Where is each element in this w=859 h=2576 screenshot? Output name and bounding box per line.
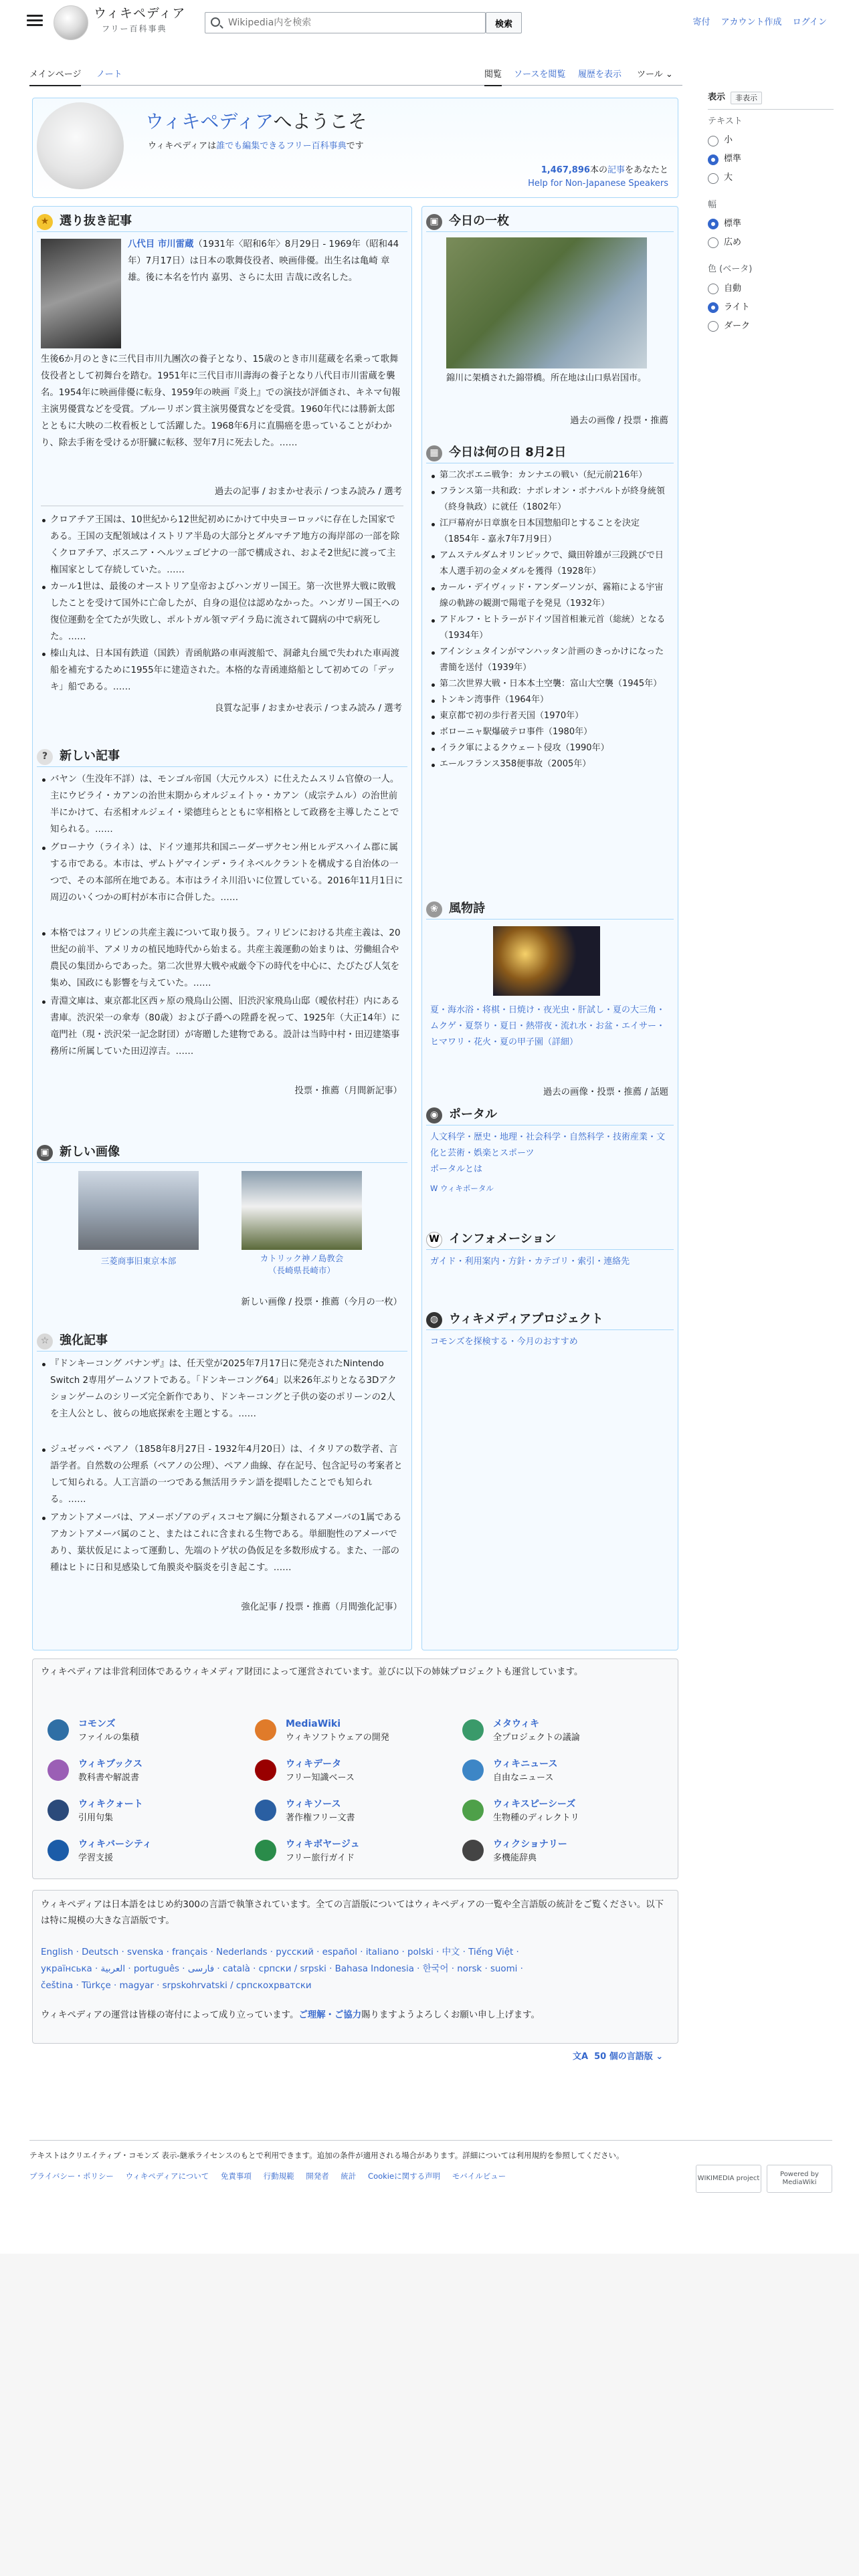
good-footer[interactable]: 強化記事 / 投票・推薦（月間強化記事） <box>241 1602 402 1612</box>
star-outline-icon: ☆ <box>37 1333 53 1350</box>
new-images-title: 新しい画像 <box>60 1145 120 1160</box>
project-wikiquote[interactable]: ウィキクォート 引用句集 <box>38 1793 239 1830</box>
new-articles-section <box>33 747 411 1099</box>
featured-article-section <box>33 212 411 717</box>
portal-section <box>422 1105 678 1196</box>
mediawiki-icon <box>255 1719 276 1741</box>
chevron-down-icon: ⌄ <box>656 2052 664 2062</box>
portal-links[interactable]: 人文科学・歴史・地理・社会科学・自然科学・技術産業・文化と芸術・娯楽とスポーツ <box>430 1132 666 1158</box>
featured-body: 生後6か月のときに三代目市川九團次の養子となり、15歳のとき市川莚蔵を名乗って歌舞伎役者として初舞台を踏む。1951年に三代目市川壽海の養子となり八代目市川雷蔵を襲名。1954年に映画俳優に転身、1959年の映画『炎上』での演技が評価され、キネマ旬報主演男優賞などを受賞。ブルーリボン賞主演男優賞などを受賞。1960年代には勝新太郎とともに大映の二枚看板として活躍した。1968年6月に直腸癌を患っていることがわかり、除去手術を受けるが肝臓に転移、翌年7月に死去した。…… <box>41 354 401 448</box>
about-link[interactable]: ウィキペディアについて <box>125 2171 209 2181</box>
good-title: 強化記事 <box>60 1333 108 1348</box>
languages-button[interactable]: 文A 50 個の言語版 ⌄ <box>573 2052 664 2062</box>
enhanced-articles-list <box>41 1356 403 1595</box>
appearance-panel <box>708 91 834 336</box>
text-size-small[interactable]: 小 <box>708 132 834 150</box>
enhanced-articles-section <box>33 1331 411 1616</box>
portal-icon: ◉ <box>426 1107 442 1123</box>
menu-icon[interactable] <box>27 12 43 28</box>
color-label: 色 (ベータ) <box>708 264 753 275</box>
text-size-standard[interactable]: 標準 <box>708 150 834 169</box>
new-articles-list <box>41 771 403 1079</box>
search-box[interactable] <box>205 12 486 33</box>
projects-intro: ウィキペディアは非営利団体であるウィキメディア財団によって運営されています。並びに以下の姉妹プロジェクトも運営しています。 <box>41 1667 583 1677</box>
picture-footer[interactable]: 過去の画像 / 投票・推薦 <box>570 416 668 426</box>
wikisource-icon <box>255 1800 276 1821</box>
list-item: 『ドンキーコング バナンザ』は、任天堂が2025年7月17日に発売されたNintendo Switch 2専用ゲームソフトである。「ドンキーコング64」以来26年ぶりとなる3Dアクションゲームのシリーズ完全新作であり、ドンキーコングと子供の姿のポリーンの2人を主人公とし、彼らの地底探索を主題とする。…… <box>41 1356 403 1441</box>
login-link[interactable]: ログイン <box>792 17 827 27</box>
list-item: エールフランス358便事故（2005年） <box>430 756 670 772</box>
featured-title: 選り抜き記事 <box>60 214 132 229</box>
season-links[interactable]: 夏・海水浴・将棋・日焼け・夜光虫・肝試し・夏の大三角・ムクゲ・夏祭り・夏日・熱帯夜・流れ水・お盆・エイサー・ヒマワリ・花火・夏の甲子園（詳細） <box>430 1005 666 1047</box>
featured-lead: （1931年〈昭和6年〉8月29日 - 1969年（昭和44年）7月17日）は日本の歌舞伎役者、映画俳優。出生名は亀崎 章雄。後に本名を竹内 嘉男、さらに太田 吉哉に改名した。 <box>128 239 399 283</box>
appearance-title: 表示 <box>708 92 726 102</box>
left-column <box>32 206 412 1650</box>
image-icon: ▣ <box>37 1145 53 1161</box>
donate-cooperation-link[interactable]: ご理解・ご協力 <box>298 2010 362 2020</box>
header <box>0 0 859 44</box>
mitsubishi-building-image[interactable] <box>78 1171 199 1250</box>
help-non-japanese-link[interactable]: Help for Non-Japanese Speakers <box>528 179 668 189</box>
language-list[interactable]: English · Deutsch · svenska · français · Nederlands · русский · español · italiano · polski · 中文 · Tiếng Việt · українська · العربية · português · فارسی · català · српски / srpski · Bahasa Indonesia · 한국어 · norsk · suomi · čeština · Türkçe · magyar · srpskohrvatski / српскохрватски <box>41 1947 523 1991</box>
powered-by-mediawiki-badge[interactable]: Powered by MediaWiki <box>767 2165 832 2193</box>
search-button[interactable]: 検索 <box>486 12 522 33</box>
featured-link[interactable]: 八代目 市川雷蔵 <box>128 239 194 249</box>
commons-icon <box>47 1719 69 1741</box>
wikiversity-icon <box>47 1840 69 1861</box>
project-wikispecies[interactable]: ウィキスピーシーズ 生物種のディレクトリ <box>453 1793 654 1830</box>
wikivoyage-icon <box>255 1840 276 1861</box>
picture-title: 今日の一枚 <box>449 214 509 229</box>
chevron-down-icon: ⌄ <box>665 70 673 80</box>
list-item: アカントアメーバは、アメーボゾアのディスコセア綱に分類されるアメーバの1属であるアカントアメーバ属のこと、またはこれに含まれる生物である。単細胞性のアメーバであり、葉状仮足によって運動し、先端のトゲ状の偽仮足を多数形成する。また、一部の種はヒトに日和見感染して角膜炎や脳炎を引き起こす。…… <box>41 1509 403 1595</box>
wikipedia-link[interactable]: ウィキペディア <box>145 110 274 132</box>
season-title: 風物詩 <box>449 901 485 916</box>
portal-about-link[interactable]: ポータルとは <box>430 1164 483 1174</box>
list-item: 東京都で初の歩行者天国（1970年） <box>430 708 670 724</box>
tab-main-page[interactable]: メインページ <box>29 68 81 86</box>
featured-footer-links[interactable]: 過去の記事 / おまかせ表示 / つまみ読み / 選考 <box>214 487 402 497</box>
translate-icon: 文A <box>573 2052 589 2062</box>
code-of-conduct-link[interactable]: 行動規範 <box>263 2171 294 2181</box>
search-icon <box>211 17 220 27</box>
page-tabs <box>29 64 682 86</box>
picture-of-day-section <box>422 212 678 433</box>
width-standard[interactable]: 標準 <box>708 215 834 233</box>
width-wide[interactable]: 広め <box>708 233 834 252</box>
wmproject-title: ウィキメディアプロジェクト <box>449 1312 603 1327</box>
cookie-statement-link[interactable]: Cookieに関する声明 <box>368 2171 441 2181</box>
portrait-image[interactable] <box>41 239 121 348</box>
new-images-footer[interactable]: 新しい画像 / 投票・推薦（今月の一枚） <box>241 1297 402 1307</box>
new-images-section <box>33 1143 411 1317</box>
wikimedia-projects-section <box>422 1310 678 1350</box>
free-encyclopedia-link[interactable]: 誰でも編集できるフリー百科事典 <box>216 141 347 151</box>
tab-talk[interactable]: ノート <box>96 70 122 80</box>
on-this-day-section <box>422 443 678 772</box>
sister-projects <box>32 1658 678 1879</box>
page-bottom-area <box>0 2254 859 2576</box>
season-icon: ❀ <box>426 901 442 918</box>
license-text: テキストはクリエイティブ・コモンズ 表示-継承ライセンスのもとで利用できます。追加の条件が適用される場合があります。詳細については利用規約を参照してください。 <box>29 2151 624 2160</box>
fireworks-image[interactable] <box>493 926 600 996</box>
tools-label: ツール <box>637 70 663 80</box>
picture-caption: 錦川に架橋された錦帯橋。所在地は山口県岩国市。 <box>446 373 647 383</box>
text-size-label: テキスト <box>708 116 743 126</box>
developers-link[interactable]: 開発者 <box>306 2171 329 2181</box>
width-label: 幅 <box>708 199 717 210</box>
list-item: アインシュタインがマンハッタン計画のきっかけになった書簡を送付（1939年） <box>430 644 670 676</box>
list-item: アドルフ・ヒトラーがドイツ国首相兼元首（総統）となる（1934年） <box>430 612 670 644</box>
w-icon: W <box>430 1184 438 1193</box>
disclaimer-link[interactable]: 免責事項 <box>220 2171 252 2181</box>
list-item: 青淵文庫は、東京都北区西ヶ原の飛鳥山公園、旧渋沢家飛鳥山邸（曖依村荘）内にある書庫。渋沢栄一の傘寿（80歳）および子爵への陞爵を祝って、1925年（大正14年）に竜門社（現・渋沢栄一記念財団）が寄贈した建物である。設計は当時中村・田辺建築事務所に所属していた田辺淳吉。…… <box>41 993 403 1079</box>
list-item: 江戸幕府が日章旗を日本国惣船印とすることを決定（1854年 - 嘉永7年7月9日） <box>430 516 670 548</box>
list-item: イラク軍によるクウェート侵攻（1990年） <box>430 740 670 756</box>
news-title: 新しい記事 <box>60 749 120 764</box>
right-column <box>421 206 678 1650</box>
tab-read[interactable]: 閲覧 <box>484 68 502 86</box>
project-wikisource[interactable]: ウィキソース 著作権フリー文書 <box>246 1793 446 1830</box>
project-commons[interactable]: コモンズ ファイルの集積 <box>38 1713 239 1750</box>
w-logo-icon: W <box>426 1232 442 1248</box>
image-caption[interactable]: 三菱商事旧東京本部 <box>100 1256 177 1266</box>
on-this-day-list <box>430 467 670 772</box>
hide-button[interactable]: 非表示 <box>731 92 762 105</box>
wikinews-icon <box>462 1759 484 1781</box>
good-articles-footer[interactable]: 良質な記事 / おまかせ表示 / つまみ読み / 選考 <box>214 704 402 714</box>
project-wiktionary[interactable]: ウィクショナリー 多機能辞典 <box>453 1833 654 1870</box>
wikimedia-project-badge[interactable]: WIKIMEDIA project <box>696 2165 761 2193</box>
welcome-subtitle: ウィキペディアは誰でも編集できるフリー百科事典です <box>148 141 364 151</box>
news-footer[interactable]: 投票・推薦（月間新記事） <box>294 1086 402 1096</box>
footer <box>29 2140 832 2186</box>
list-item: バヤン（生没年不詳）は、モンゴル帝国（大元ウルス）に仕えたムスリム官僚の一人。主にウビライ・カアンの治世末期からオルジェイトゥ・カアン（成宗テムル）の治世前半にかけて、右丞相オルジェイ・梁德珪らとともに宰相格として政務を主導したことで知られる。…… <box>41 771 403 839</box>
question-icon: ? <box>37 749 53 765</box>
information-section <box>422 1230 678 1270</box>
portal-title: ポータル <box>449 1107 497 1122</box>
project-wikinews[interactable]: ウィキニュース 自由なニュース <box>453 1753 654 1790</box>
list-item: クロアチア王国は、10世紀から12世紀初めにかけて中央ヨーロッパに存在した国家である。王国の支配領域はイストリア半島の大部分とダルマチア地方の海岸部の一部を除くクロアチア、ボスニア・ヘルツェゴビナの一部で構成され、およそ2世紀に渡って主権国家として存続していた。…… <box>41 512 403 578</box>
list-item: アムステルダムオリンピックで、織田幹雄が三段跳びで日本人選手初の金メダルを獲得（1928年） <box>430 548 670 580</box>
wikipedia-globe-logo[interactable] <box>54 5 88 40</box>
season-footer[interactable]: 過去の画像・投票・推薦 / 話題 <box>543 1087 668 1097</box>
mobile-view-link[interactable]: モバイルビュー <box>452 2171 506 2181</box>
stats-link[interactable]: 統計 <box>341 2171 357 2181</box>
tab-view-source[interactable]: ソースを閲覧 <box>514 70 566 80</box>
articles-link[interactable]: 記事 <box>607 165 625 175</box>
kintai-bridge-image[interactable] <box>446 237 647 368</box>
list-item: 本格ではフィリピンの共産主義について取り扱う。フィリピンにおける共産主義は、20世紀の前半、アメリカの植民地時代から始まる。共産主義運動の始まりは、労働組合や農民の集団からであった。第二次世界大戦や戒厳令下の時代を中心に、たびたび人気を集め、国政にも影響を与えていた。…… <box>41 925 403 993</box>
wikibooks-icon <box>47 1759 69 1781</box>
today-title: 今日は何の日 8月2日 <box>449 445 567 460</box>
info-title: インフォメーション <box>449 1232 557 1247</box>
meta-icon <box>462 1719 484 1741</box>
privacy-link[interactable]: プライバシー・ポリシー <box>29 2171 114 2181</box>
donate-link[interactable]: 寄付 <box>692 17 710 27</box>
text-size-large[interactable]: 大 <box>708 169 834 188</box>
list-item: トンキン湾事件（1964年） <box>430 692 670 708</box>
good-articles-list <box>41 512 403 696</box>
calendar-icon: ▦ <box>426 445 442 461</box>
languages-intro: ウィキペディアは日本語をはじめ約300の言語で執筆されています。全ての言語版についてはウィキペディアの一覧や全言語版の統計をご覧ください。以下は特に規模の大きな言語版です。 <box>41 1900 664 1926</box>
project-wikibooks[interactable]: ウィキブックス 教科書や解説書 <box>38 1753 239 1790</box>
wikidata-icon <box>255 1759 276 1781</box>
color-auto[interactable]: 自動 <box>708 280 834 298</box>
list-item: カール・デイヴィッド・アンダーソンが、霧箱による宇宙線の軌跡の観測で陽電子を発見（1932年） <box>430 580 670 612</box>
logo-tagline: フリー百科事典 <box>102 24 167 33</box>
logo-wordmark[interactable]: ウィキペディア <box>94 6 186 21</box>
info-links[interactable]: ガイド・利用案内・方針・カテゴリ・索引・連絡先 <box>430 1257 630 1267</box>
article-count: 1,467,896本の記事をあなたと Help for Non-Japanese Speakers <box>528 165 668 189</box>
project-wikiversity[interactable]: ウィキバーシティ 学習支援 <box>38 1833 239 1870</box>
globe-watermark-icon <box>37 102 124 189</box>
list-item: カール1世は、最後のオーストリア皇帝およびハンガリー国王。第一次世界大戦に敗戦したことを受けて国外に亡命したが、自身の退位は認めなかった。ハンガリー国王への復位運動を全てたが失敗し、ポルトガル領マデイラ島に流されて闘病の中で病死した。…… <box>41 578 403 645</box>
project-meta[interactable]: メタウィキ 全プロジェクトの議論 <box>453 1713 654 1750</box>
wikispecies-icon <box>462 1800 484 1821</box>
article-count-number[interactable]: 1,467,896 <box>541 165 590 175</box>
tools-menu[interactable] <box>637 68 673 82</box>
donation-note: ウィキペディアの運営は皆様の寄付によって成り立っています。ご理解・ご協力賜りますようよろしくお願い申し上げます。 <box>41 2010 540 2020</box>
search-input[interactable] <box>228 15 476 30</box>
tab-history[interactable]: 履歴を表示 <box>578 70 622 80</box>
languages-box <box>32 1890 678 2044</box>
church-image[interactable] <box>242 1171 362 1250</box>
list-item: 榛山丸は、日本国有鉄道（国鉄）青函航路の車両渡船で、洞爺丸台風で失われた車両渡船を補充するために1955年に建造された。本格的な青函連絡船として初めての「デッキ」船である。…… <box>41 645 403 696</box>
color-light[interactable]: ライト <box>708 298 834 317</box>
user-links <box>684 16 827 30</box>
wikiquote-icon <box>47 1800 69 1821</box>
color-dark[interactable]: ダーク <box>708 317 834 336</box>
welcome-title: ウィキペディアへようこそ <box>145 110 367 132</box>
list-item: ジュゼッペ・ペアノ（1858年8月27日 - 1932年4月20日）は、イタリアの数学者、言語学者。自然数の公理系（ペアノの公理）、ペアノ曲線、存在記号、包含記号の考案者として知られる。人工言語の一つである無活用ラテン語を提唱したことでも知られる。…… <box>41 1441 403 1509</box>
star-icon: ★ <box>37 214 53 230</box>
image-caption: カトリック神ノ島教会 （長崎県長崎市） <box>260 1253 344 1275</box>
list-item: ボローニャ駅爆破テロ事件（1980年） <box>430 724 670 740</box>
wmproject-links[interactable]: コモンズを探検する・今月のおすすめ <box>430 1337 578 1347</box>
list-item: 第二次世界大戦・日本本土空襲：富山大空襲（1945年） <box>430 676 670 692</box>
welcome-banner <box>32 98 678 198</box>
project-wikivoyage[interactable]: ウィキボヤージュ フリー旅行ガイド <box>246 1833 446 1870</box>
wikiportal-link[interactable]: W ウィキポータル <box>430 1184 494 1193</box>
create-account-link[interactable]: アカウント作成 <box>721 17 782 27</box>
picture-icon: ▣ <box>426 214 442 230</box>
wikimedia-icon: ◍ <box>426 1312 442 1328</box>
seasonal-section <box>422 899 678 1104</box>
list-item: グローナウ（ライネ）は、ドイツ連邦共和国ニーダーザクセン州ヒルデスハイム郡に属する市である。本市は、ザムトゲマインデ・ライネベルクラントを構成する自治体の一つで、その本部所在地である。本市はライネ川沿いに位置している。2016年11月1日に周辺のいくつかの町村が本市に合併した。…… <box>41 839 403 925</box>
list-item: 第二次ポエニ戦争：カンナエの戦い（紀元前216年） <box>430 467 670 484</box>
project-wikidata[interactable]: ウィキデータ フリー知識ベース <box>246 1753 446 1790</box>
wiktionary-icon <box>462 1840 484 1861</box>
list-item: フランス第一共和政：ナポレオン・ボナパルトが終身統領（終身執政）に就任（1802年） <box>430 484 670 516</box>
project-mediawiki[interactable]: MediaWiki ウィキソフトウェアの開発 <box>246 1713 446 1750</box>
